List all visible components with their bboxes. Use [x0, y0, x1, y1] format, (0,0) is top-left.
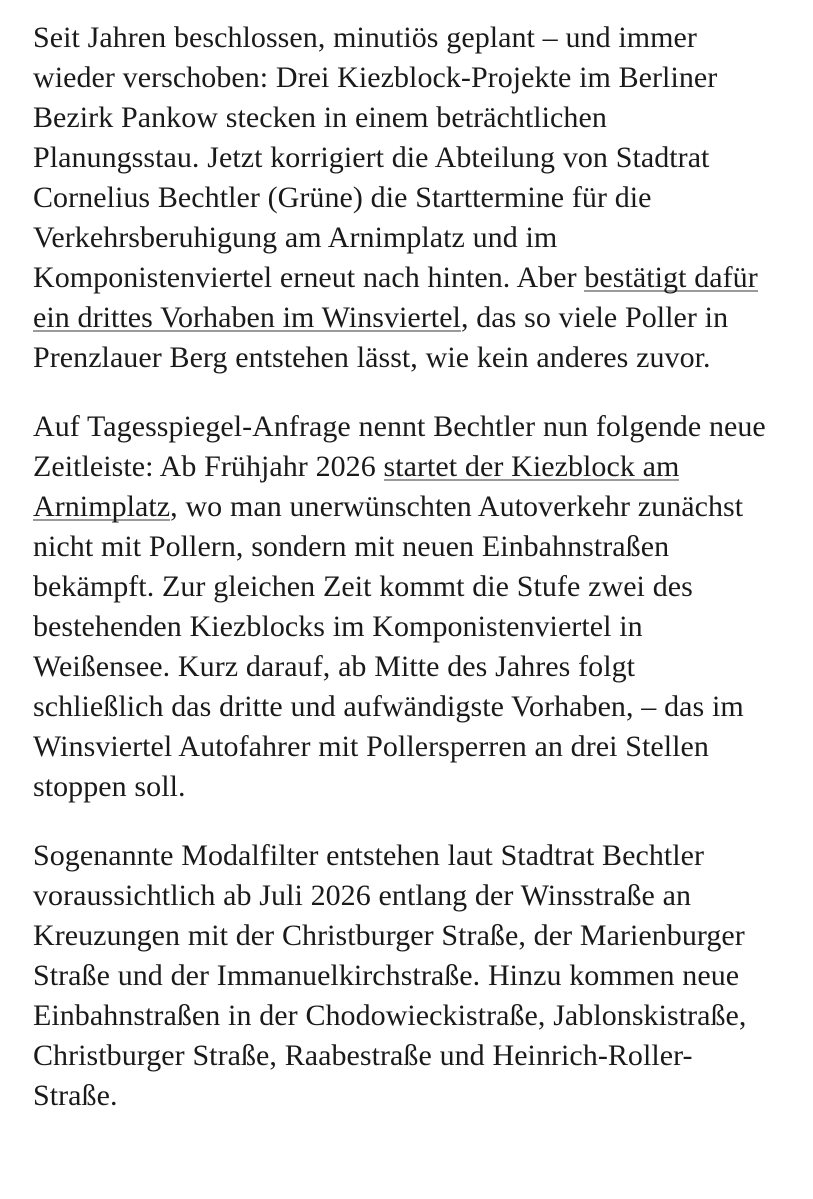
paragraph-3: [33, 836, 773, 1116]
article-paragraphs: [33, 18, 773, 1116]
inline-article-link[interactable]: startet der Kiezblock am Arnimplatz: [33, 450, 680, 523]
paragraph-text: , wo man unerwünschten Autoverkehr zunächst nicht mit Pollern, sondern mit neuen Einbahnstraßen bekämpft. Zur gleichen Zeit kommt die Stufe zwei des bestehenden Kiezblocks im Komponistenviertel in Weißensee. Kurz darauf, ab Mitte des Jahres folgt schließlich das dritte und aufwändigste Vorhaben, – das im Winsviertel Autofahrer mit Pollersperren an drei Stellen stoppen soll.: [33, 490, 744, 803]
paragraph-text: Seit Jahren beschlossen, minutiös geplant – und immer wieder verschoben: Drei Kiezblock-Projekte im Berliner Bezirk Pankow stecken in einem beträchtlichen Planungsstau. Jetzt korrigiert die Abteilung von Stadtrat Cornelius Bechtler (Grüne) die Starttermine für die Verkehrsberuhigung am Arnimplatz und im Komponistenviertel erneut nach hinten. Aber: [33, 21, 718, 294]
paragraph-1: [33, 18, 773, 378]
inline-article-link[interactable]: bestätigt dafür ein drittes Vorhaben im Winsviertel: [33, 261, 758, 334]
paragraph-text: , das so viele Poller in Prenzlauer Berg entstehen lässt, wie kein anderes zuvor.: [33, 301, 729, 374]
paragraph-2: [33, 407, 773, 807]
paragraph-text: Auf Tagesspiegel-Anfrage nennt Bechtler nun folgende neue Zeitleiste: Ab Frühjahr 2026: [33, 410, 766, 483]
paragraph-text: Sogenannte Modalfilter entstehen laut Stadtrat Bechtler voraussichtlich ab Juli 2026 entlang der Winsstraße an Kreuzungen mit der Christburger Straße, der Marienburger Straße und der Immanuelkirchstraße. Hinzu kommen neue Einbahnstraßen in der Chodowieckistraße, Jablonskistraße, Christburger Straße, Raabestraße und Heinrich-Roller-Straße.: [33, 839, 747, 1112]
